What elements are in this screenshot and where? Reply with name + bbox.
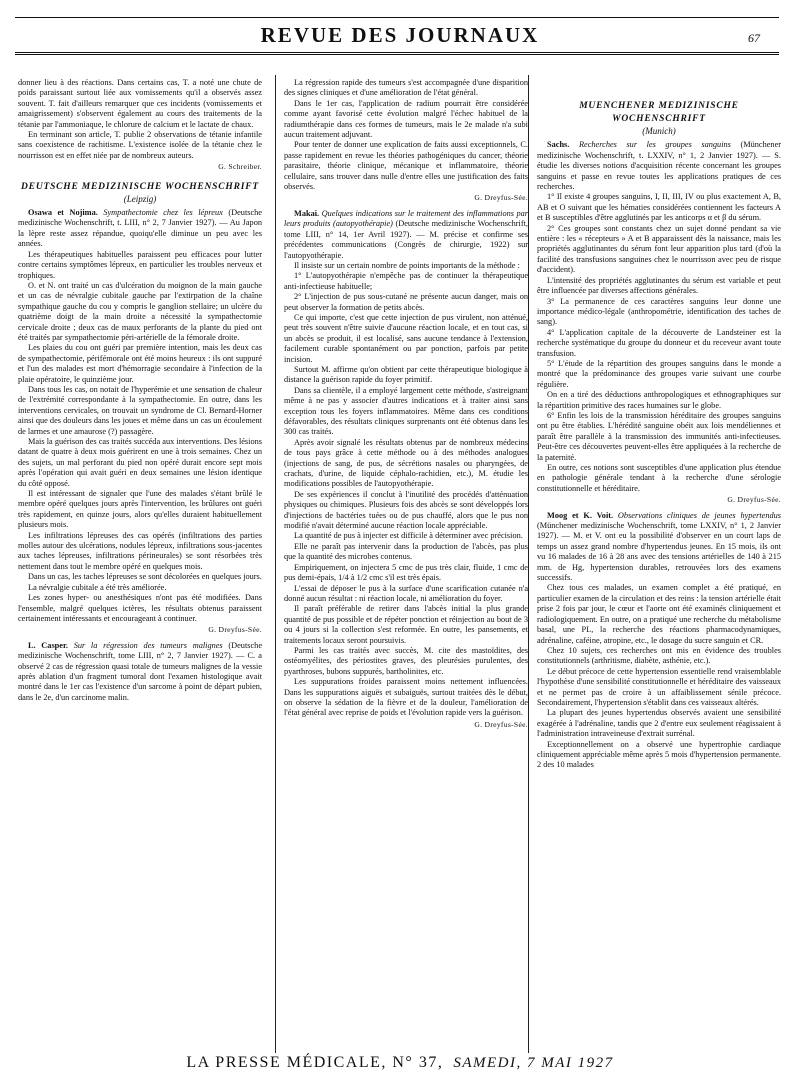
paragraph: En outre, ces notions sont susceptibles d'une application plus étendue en pathologie générale tendant à la recherche d'une sérologie constitutionnelle et héréditaire. [537, 463, 781, 493]
page-number: 67 [748, 31, 760, 45]
paragraph: Pour tenter de donner une explication de faits aussi exceptionnels, C. passe rapidement en revue les théories pathogéniques du cancer, théorie parasitaire, théorie clinique, mécanique et inflammatoire, théorie cellulaire, sans trouver dans nulle d'entre elles une justification des faits observés. [284, 140, 528, 192]
article-title: Sur la régression des tumeurs malignes [73, 640, 223, 650]
paragraph: O. et N. ont traité un cas d'ulcération du moignon de la main gauche et un cas de névralgie cubitale gauche par l'extirpation de la chaîne sympathique gauche du cou y compris le ganglion stellaire; un ulcère du quatrième doigt de la main droite a nécessité la sympathectomie cervicale droite ; deux cas de maux perforants de la plante du pied ont été traités par sympathectomie péri-artérielle de la fémorale droite. [18, 280, 262, 342]
column-3 [537, 78, 781, 771]
journal-heading: MUENCHENER MEDIZINISCHE WOCHENSCHRIFT [579, 101, 739, 124]
article-entry [18, 208, 262, 250]
paragraph: Dans tous les cas, on notait de l'hyperémie et une sensation de chaleur de l'extrémité correspondante à la sympathectomie. En outre, dans les interventions cervicales, on trouvait un syndrome de Cl. Bernard-Horner ainsi que des douleurs dans les joues et même dans un cas un écoulement de larmes et une amaurose (?) passagère. [18, 384, 262, 436]
article-reference: (Deutsche medizinische Wochenschrift, tome LIII, n° 14, 1er Avril 1927). — M. précise et confirme ses précédentes communications (Congrès de chirurgie, 1922) sur l'autopyothérapie. [284, 219, 528, 260]
paragraph: Les zones hyper- ou anesthésiques n'ont pas été modifiées. Dans l'ensemble, malgré quelques ictères, les résultats obtenus paraissent certainement intéressants et encourageant à continuer. [18, 593, 262, 623]
paragraph: On en a tiré des déductions anthropologiques et ethnographiques sur la répartition primitive des races humaines sur le globe. [537, 390, 781, 410]
article-title: Quelques indications sur le traitement des inflammations par leurs produits (autopyothérapie) [284, 208, 529, 229]
paragraph: Il insiste sur un certain nombre de points importants de la méthode : [294, 260, 520, 270]
paragraph: 1° Il existe 4 groupes sanguins, I, II, III, IV ou plus exactement A, B, AB et O suivant que les hématies considérées contiennent les facteurs A et B susceptibles d'être agglutinés par les anticorps α et β du sérum. [537, 192, 781, 223]
signature: G. Dreyfus-Sée. [208, 625, 262, 635]
signature: G. Schreiber. [218, 162, 262, 172]
signature: G. Dreyfus-Sée. [727, 495, 781, 505]
paragraph: Les thérapeutiques habituelles paraissent peu efficaces pour lutter contre certains symptômes lépreux, en particulier les troubles nerveux et trophiques. [18, 249, 262, 280]
column-2 [284, 78, 528, 735]
paragraph: Mais la guérison des cas traités succéda aux interventions. Des lésions datant de quatre à deux mois guérirent en une à trois semaines. Chez un des sujets, un mal perforant du pied non opéré durait encore sept mois après l'opération qui avait guéri en deux semaines une lésion identique du côté opposé. [18, 437, 262, 488]
paragraph: L'intensité des propriétés agglutinantes du sérum est variable et peut être influencée par diverses affections générales. [537, 275, 781, 296]
paragraph: Chez 10 sujets, ces recherches ont mis en évidence des troubles constitutionnels (arthritisme, diabète, asthénie, etc.). [537, 645, 781, 666]
article-author: Osawa et Nojima. [28, 208, 98, 218]
paragraph: Chez tous ces malades, un examen complet a été pratiqué, en particulier examen de la circulation et des reins : la tension artérielle était prise 2 fois par jour, le cœur et l'aorte ont été examinés cliniquement et radiologiquement. En outre, on a pratiqué une recherche du métabolisme basal, une PL, la recherche des réactions pharmacodynamiques, adrénaline, caféine, atropine, etc., le dosage du sucre sanguin et CR. [537, 583, 781, 645]
paragraph: La plupart des jeunes hypertendus observés avaient une sensibilité exagérée à l'adrénaline, tandis que 2 d'entre eux seulement réagissaient à l'administration intraveineuse d'extrait surrénal. [537, 708, 781, 739]
paragraph: En terminant son article, T. publie 2 observations de tétanie infantile sans coexistence de rachitisme. L'existence isolée de la tétanie chez le nourrisson est en effet niée par de nombreux auteurs. [18, 130, 262, 160]
paragraph: De ses expériences il conclut à l'inutilité des procédés d'atténuation physiques ou chimiques. Plusieurs fois des abcès se sont développés lors d'injections de bactéries tuées ou de pus chauffé, alors que le pus non modifié n'avait déterminé aucune réaction locale appréciable. [284, 489, 528, 531]
article-author: Moog et K. Voit. [547, 510, 614, 520]
article-entry [284, 209, 528, 261]
column-1 [18, 78, 262, 703]
paragraph: Empiriquement, on injectera 5 cmc de pus très clair, fluide, 1 cmc de pus demi-épais, 1/4 à 1/2 cmc s'il est très épais. [284, 562, 528, 583]
paragraph: Ce qui importe, c'est que cette injection de pus virulent, non atténué, peut très souvent n'être suivie d'aucune réaction locale, et en tout cas, si un abcès se produit, il est localisé, sans aucune tendance à l'extension, facilement curable spontanément ou par ponction, parfois par petite incision. [284, 312, 528, 364]
paragraph: Il est intéressant de signaler que l'une des malades s'étant brûlé le membre opéré quelques jours après l'intervention, les brûlures ont guéri très rapidement, en quinze jours, alors qu'elles duraient habituellement plusieurs mois. [18, 489, 262, 530]
article-reference: (Deutsche medizinische Wochenschrift, tome LIII, n° 2, 7 Janvier 1927). — C. a observé 2 cas de régression quasi totale de tumeurs malignes de la vessie après ablation d'un fragment tumoral dont l'examen histologique avait montré dans le 1er cas l'existence d'un sarcome à point de départ pubien, dans le 2e, d'un carcinome malin. [18, 640, 263, 702]
paragraph: 4° L'application capitale de la découverte de Landsteiner est la recherche systématique du groupe du donneur et du receveur avant toute transfusion. [537, 327, 781, 358]
footer-date: SAMEDI, 7 MAI 1927 [453, 1055, 614, 1071]
article-reference: (Münchener medizinische Wochenschrift, tome LXXIV, n° 1, 2 Janvier 1927). — M. et V. ont eu la possibilité d'observer en un court laps de temps un assez grand nombre d'hypertendus jeunes. En 15 mois, ils ont vu 16 malades de 16 à 28 ans avec des tensions artérielles de 140 à 215 mm. de Hg, hypertension durables, retrouvées lors des examens successifs. [537, 521, 781, 583]
journal-city: (Leipzig) [123, 193, 157, 204]
article-author: Sachs. [547, 140, 570, 150]
paragraph: 3° La permanence de ces caractères sanguins leur donne une importance médico-légale (anthropométrie, identification des taches de sang). [537, 296, 781, 327]
paragraph: 1° L'autopyothérapie n'empêche pas de continuer la thérapeutique anti-infectieuse habituelle; [284, 271, 528, 291]
paragraph: Elle ne paraît pas intervenir dans la production de l'abcès, pas plus que la quantité des microbes contenus. [284, 541, 528, 562]
paragraph: 2° L'injection de pus sous-cutané ne présente aucun danger, mais on peut observer la formation de petits abcès. [284, 292, 528, 312]
paragraph: 5° L'étude de la répartition des groupes sanguins dans le monde a montré que la prédominance des groupes varie suivant une courbe régulière. [537, 358, 781, 389]
article-title: Observations cliniques de jeunes hypertendus [617, 510, 781, 520]
paragraph: Les plaies du cou ont guéri par première intention, mais les deux cas de sympathectomie, périfémorale ont été moins heureux : ils ont suppuré et l'un des malades est mort d'hémorragie secondaire à l'infection de la plaie opératoire, le quinzième jour. [18, 343, 262, 384]
header-rule-bottom [15, 52, 779, 55]
article-title: Sympathectomie chez les lépreux [103, 208, 223, 218]
paragraph: Parmi les cas traités avec succès, M. cite des mastoïdites, des ostéomyélites, des périostites graves, des pleurésies purulentes, des pyarthroses, bubons suppurés, bartholinites, etc. [284, 645, 528, 676]
paragraph: Surtout M. affirme qu'on obtient par cette thérapeutique biologique à distance la guérison rapide du foyer primitif. [284, 364, 528, 385]
article-entry [18, 641, 262, 703]
column-separator [275, 75, 276, 1053]
paragraph: Le début précoce de cette hypertension essentielle rend vraisemblable l'hypothèse d'une sensibilité constitutionnelle et héréditaire des vaisseaux et ne permet pas de croire à un affaiblissement sénile précoce. Secondairement, l'hypertension s'établit dans ces vaisseaux altérés. [537, 666, 781, 707]
article-author: Makai. [294, 208, 320, 218]
article-author: L. Casper. [28, 640, 68, 650]
signature: G. Dreyfus-Sée. [474, 193, 528, 203]
paragraph: donner lieu à des réactions. Dans certains cas, T. a noté une chute de poids paraissant surtout liée aux vomissements qu'il a observés assez souvent. T. fait d'ailleurs remarquer que ces incidents (vomissements et amaigrissement) s'observent également au cours des traitements de la tétanie par l'ammoniaque, le chlorure de calcium et le lactate de chaux. [18, 78, 262, 129]
paragraph: La quantité de pus à injecter est difficile à déterminer avec précision. [294, 531, 523, 541]
paragraph: Les suppurations froides paraissent moins nettement influencées. Dans les suppurations aiguës et subaiguës, surtout traitées dès le début, on observe la sédation de la fièvre et de la douleur, l'amélioration de l'état général avec reprise de poids et l'évolution rapide vers la guérison. [284, 677, 528, 718]
article-reference: (Deutsche medizinische Wochenschrift, t. LIII, n° 2, 7 Janvier 1927). — Au Japon la lèpre reste assez répandue, quoiqu'elle diminue un peu avec les années. [18, 208, 262, 249]
paragraph: Il paraît préférable de retirer dans l'abcès initial la plus grande quantité de pus possible et de répéter ponction et réinjection au bout de 3 ou 4 jours si la collection s'est reformée. En outre, les pansements, et traitements locaux seront poursuivis. [284, 604, 528, 645]
paragraph: L'essai de déposer le pus à la surface d'une scarification cutanée n'a donné aucun résultat : ni réaction locale, ni amélioration du foyer. [284, 583, 528, 603]
article-entry [537, 511, 781, 584]
paragraph: Exceptionnellement on a observé une hypertrophie cardiaque cliniquement appréciable même après 5 mois d'hypertension permanente. 2 des 10 malades [537, 739, 781, 770]
journal-heading: DEUTSCHE MEDIZINISCHE WOCHENSCHRIFT [21, 181, 259, 192]
paragraph: 6° Enfin les lois de la transmission héréditaire des groupes sanguins ont pu être établies. L'hérédité sanguine obéit aux lois mendéliennes et paraît être parallèle à la transmission des immunités anti-infectieuses. Peut-être ces découvertes peuvent-elles être appliquées à la recherche de la paternité. [537, 410, 781, 462]
paragraph: Les infiltrations lépreuses des cas opérés (infiltrations des parties molles autour des ulcérations, nodules lépreux, infiltrations sous-jacentes aux taches lépreuses, infiltrations périneurales) se sont résorbées très nettement dans tout le membre opéré en quelques mois. [18, 530, 262, 571]
page-header-title: REVUE DES JOURNAUX [260, 23, 540, 47]
paragraph: Dans sa clientèle, il a employé largement cette méthode, s'astreignant même à ne pas y associer d'autres indications et à traiter ainsi sans exception tous les foyers inflammatoires. Même dans ces conditions défavorables, des résultats cliniques surprenants ont été obtenus dans les 300 cas traités. [284, 385, 528, 437]
footer-journal: LA PRESSE MÉDICALE, N° 37, [186, 1054, 444, 1071]
header-rule-top [15, 17, 779, 18]
paragraph: 2° Ces groupes sont constants chez un sujet donné pendant sa vie entière : les « récepteurs » A et B apparaissent dès la naissance, mais les propriétés agglutinantes du sérum font leur apparition plus tard (d'où la facilité des transfusions sanguines chez le nourrisson avec peu de risque d'accident). [537, 223, 781, 275]
signature: G. Dreyfus-Sée. [474, 719, 528, 729]
paragraph: Après avoir signalé les résultats obtenus par de nombreux médecins de tous pays grâce à cette méthode ou à des méthodes analogues (injections de sang, de pus, de sécrétions nasales ou pharyngées, de crachats, d'urine, de liquide céphalo-rachidien, etc.), M. étudie les modifications possibles de l'autopyothérapie. [284, 437, 528, 489]
article-title: Recherches sur les groupes sanguins [578, 140, 731, 150]
paragraph: Dans le 1er cas, l'application de radium pourrait être considérée comme ayant favorisé cette évolution malgré l'échec habituel de la radiumthérapie dans ces formes de tumeurs, mais le 2e malade n'a subi aucun traitement adjuvant. [284, 98, 528, 140]
paragraph: La névralgie cubitale a été très améliorée. [28, 582, 167, 592]
article-entry [537, 140, 781, 192]
paragraph: Dans un cas, les taches lépreuses se sont décolorées en quelques jours. [28, 572, 262, 582]
page-footer [0, 1054, 800, 1072]
column-separator [528, 75, 529, 1053]
journal-city: (Munich) [642, 126, 676, 136]
article-reference: (Münchener medizinische Wochenschrift, t. LXXIV, n° 1, 2 Janvier 1927). — S. étudie les diverses notions d'acquisition récente concernant les groupes sanguins et passe en revue toutes les applications pratiques de ces recherches. [537, 140, 782, 192]
paragraph: La régression rapide des tumeurs s'est accompagnée d'une disparition des signes cliniques et d'une amélioration de l'état général. [284, 78, 528, 98]
